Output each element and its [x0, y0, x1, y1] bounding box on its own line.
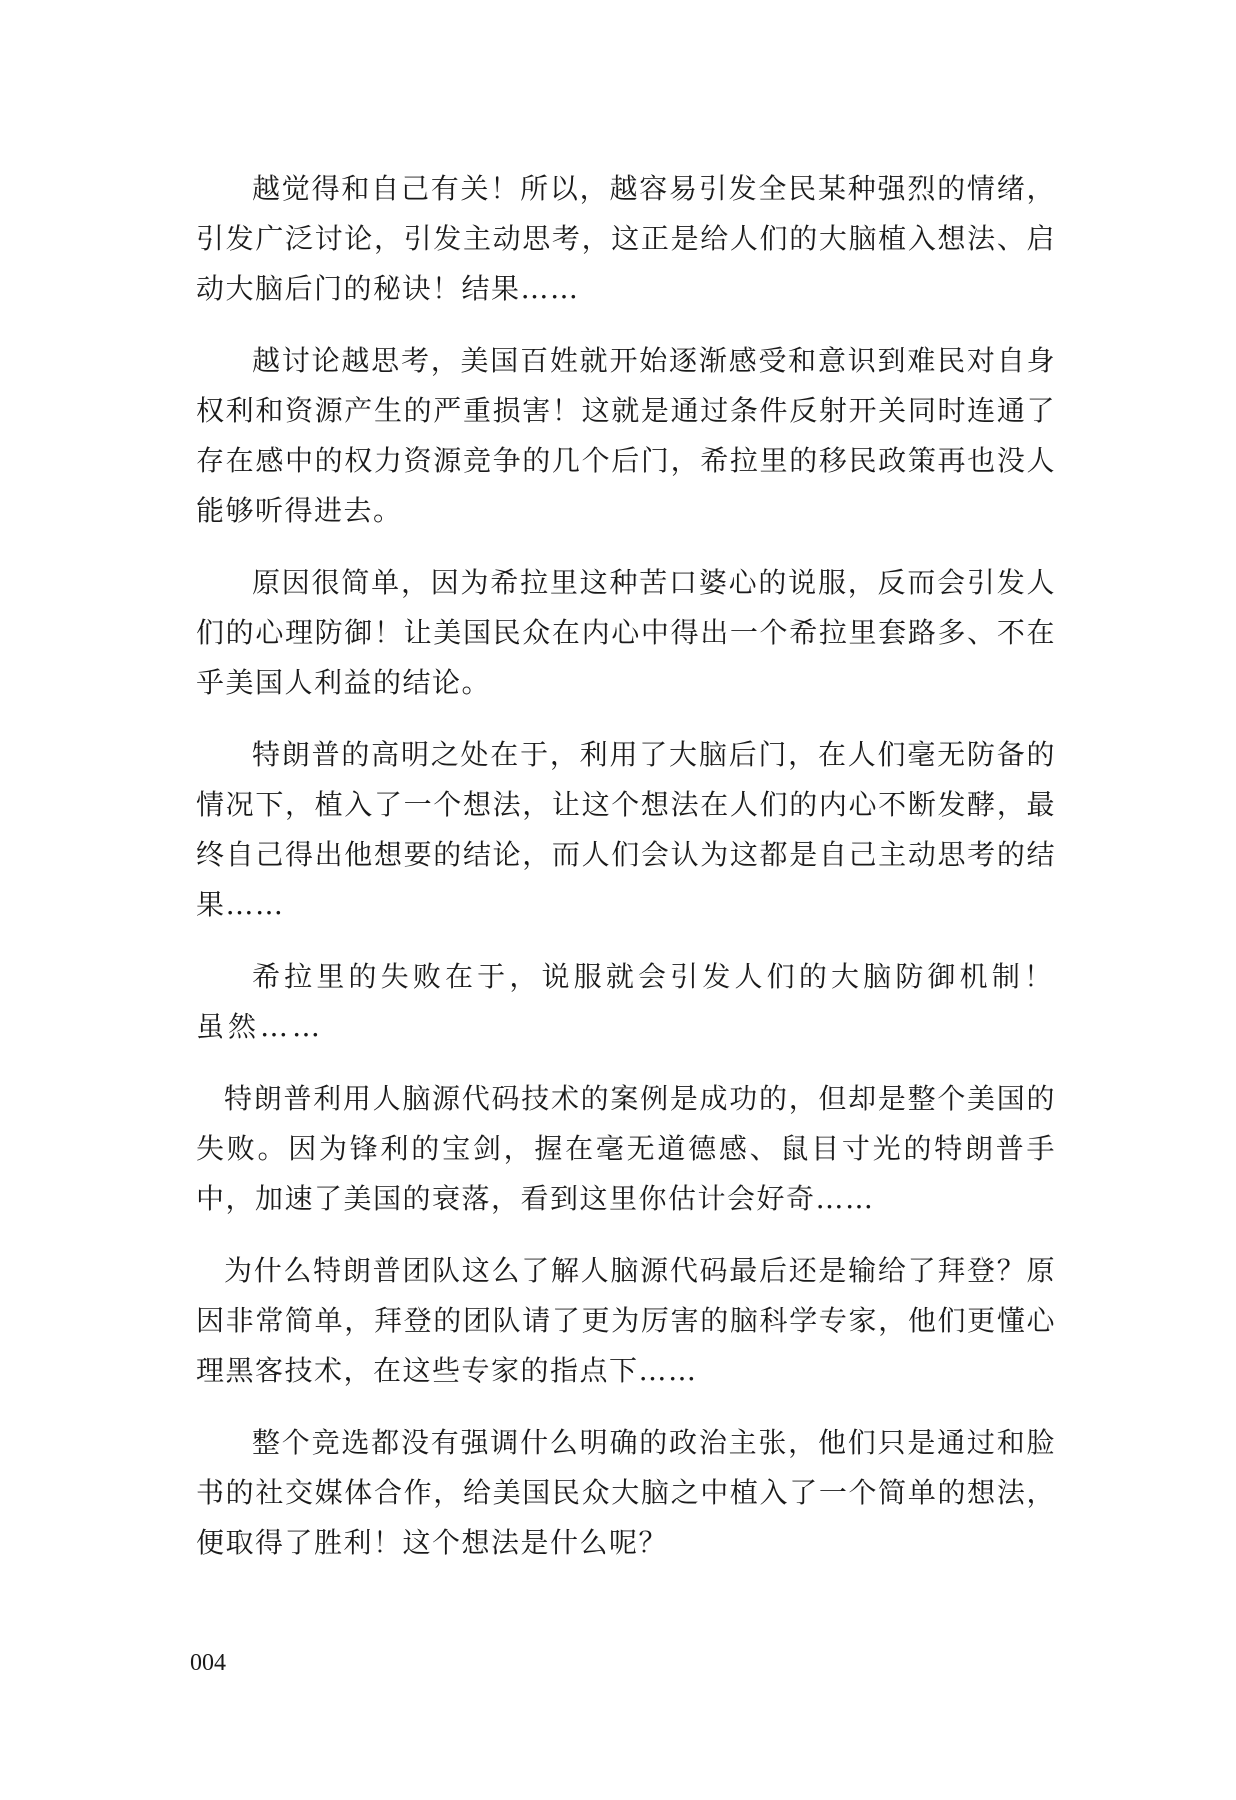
paragraph-3: 原因很简单，因为希拉里这种苦口婆心的说服，反而会引发人们的心理防御！让美国民众在内心中得出一个希拉里套路多、不在乎美国人利益的结论。	[196, 566, 1056, 699]
page-number: 004	[190, 1650, 226, 1676]
paragraph-6: 特朗普利用人脑源代码技术的案例是成功的，但却是整个美国的失败。因为锋利的宝剑，握在毫无道德感、鼠目寸光的特朗普手中，加速了美国的衰落，看到这里你估计会好奇……	[196, 1082, 1056, 1215]
paragraph-5: 希拉里的失败在于，说服就会引发人们的大脑防御机制！虽然……	[196, 960, 1056, 1043]
paragraph-7: 为什么特朗普团队这么了解人脑源代码最后还是输给了拜登？原因非常简单，拜登的团队请了更为厉害的脑科学专家，他们更懂心理黑客技术，在这些专家的指点下……	[196, 1254, 1056, 1387]
paragraph-1: 越觉得和自己有关！所以，越容易引发全民某种强烈的情绪，引发广泛讨论，引发主动思考，这正是给人们的大脑植入想法、启动大脑后门的秘诀！结果……	[196, 172, 1056, 305]
paragraph-8: 整个竞选都没有强调什么明确的政治主张，他们只是通过和脸书的社交媒体合作，给美国民众大脑之中植入了一个简单的想法，便取得了胜利！这个想法是什么呢？	[196, 1426, 1056, 1559]
paragraph-2: 越讨论越思考，美国百姓就开始逐渐感受和意识到难民对自身权利和资源产生的严重损害！这就是通过条件反射开关同时连通了存在感中的权力资源竞争的几个后门，希拉里的移民政策再也没人能够听得进去。	[196, 344, 1056, 527]
paragraph-4: 特朗普的高明之处在于，利用了大脑后门，在人们毫无防备的情况下，植入了一个想法，让这个想法在人们的内心不断发酵，最终自己得出他想要的结论，而人们会认为这都是自己主动思考的结果……	[196, 738, 1056, 921]
body-text	[196, 164, 1056, 1590]
